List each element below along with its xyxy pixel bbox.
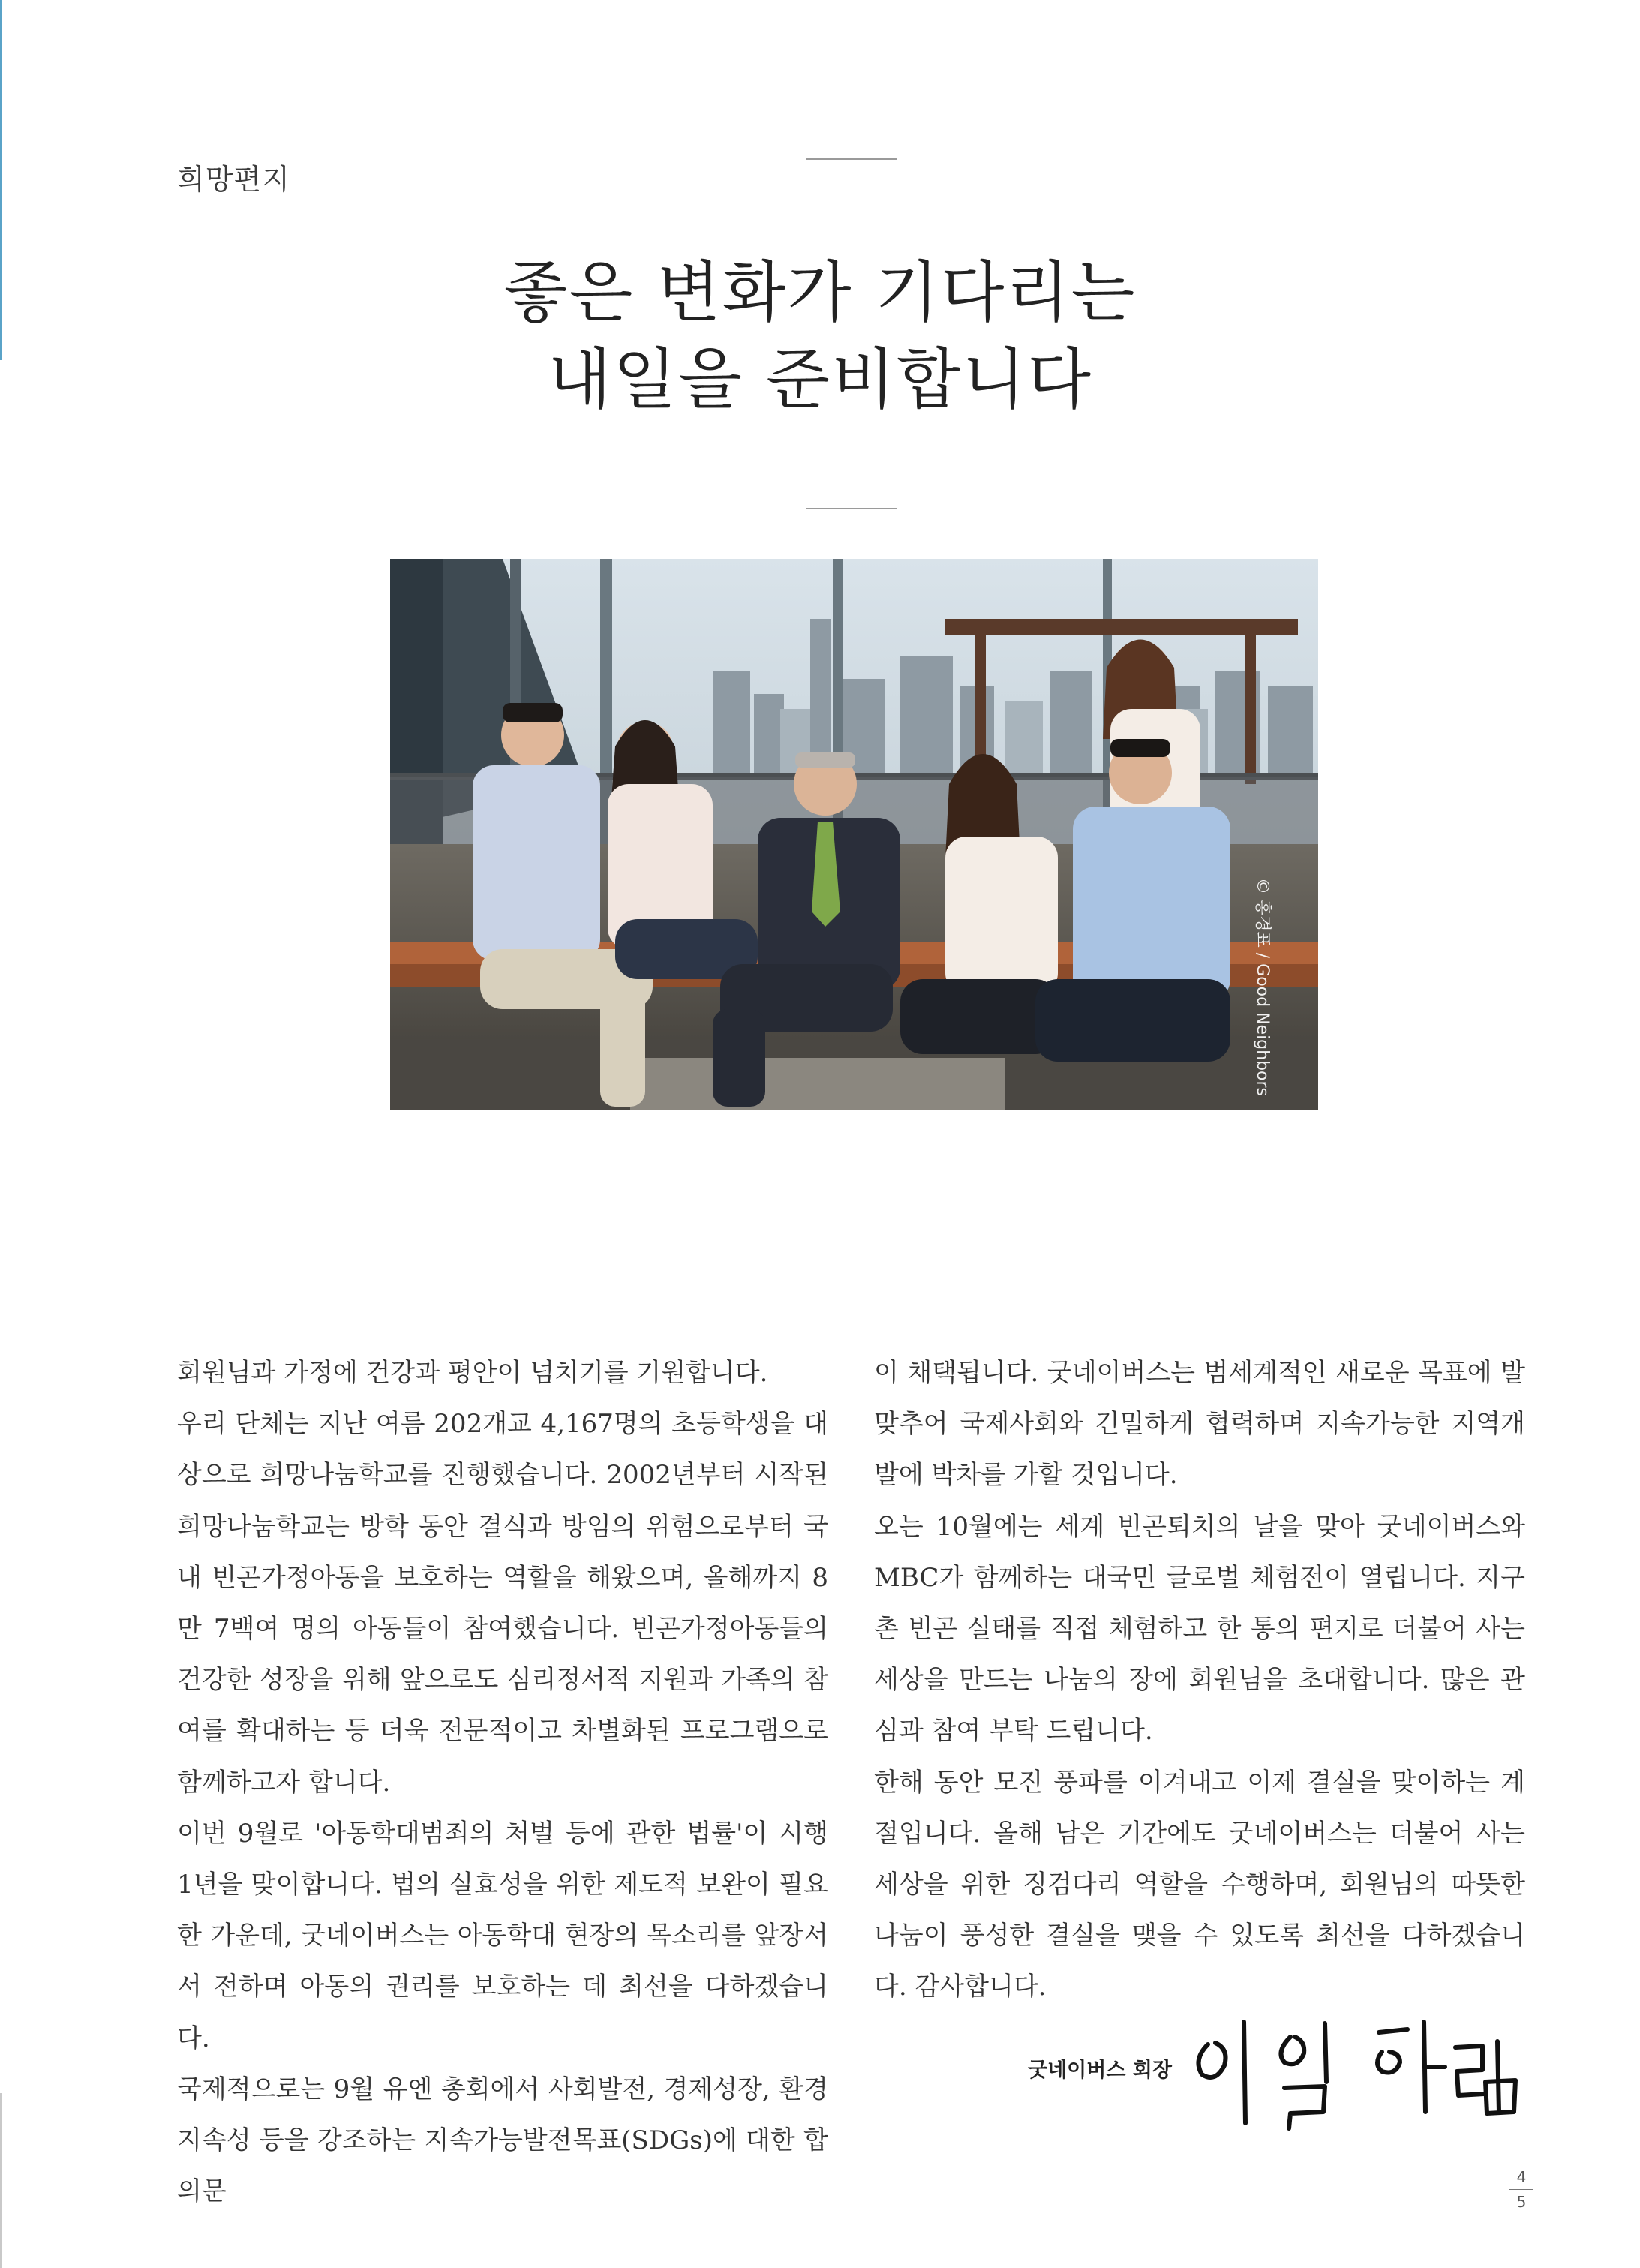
page-number-right: 5 — [1516, 2193, 1527, 2211]
letter-paragraph: 오는 10월에는 세계 빈곤퇴치의 날을 맞아 굿네이버스와 MBC가 함께하는 대국민 글로벌 체험전이 열립니다. 지구촌 빈곤 실태를 직접 체험하고 한 통의 편지로 더불어 사는 세상을 만드는 나눔의 장에 회원님을 초대합니다. 많은 관심과 참여 부탁 드립니다. — [874, 1511, 1525, 1747]
page-number-left: 4 — [1516, 2168, 1527, 2186]
letter-paragraph: 이번 9월로 '아동학대범죄의 처벌 등에 관한 법률'이 시행 1년을 맞이합니다. 법의 실효성을 위한 제도적 보완이 필요한 가운데, 굿네이버스는 아동학대 현장의 목소리를 앞장서서 전하며 아동의 권리를 보호하는 데 최선을 다하겠습니다. — [177, 1818, 828, 2053]
page-numbers — [1506, 2167, 1536, 2212]
section-label: 희망편지 — [177, 163, 290, 196]
letter-paragraph: 우리 단체는 지난 여름 202개교 4,167명의 초등학생을 대상으로 희망나눔학교를 진행했습니다. 2002년부터 시작된 희망나눔학교는 방학 동안 결식과 방임의 위험으로부터 국내 빈곤가정아동을 보호하는 역할을 해왔으며, 올해까지 8만 7백여 명의 아동들이 참여했습니다. 빈곤가정아동들의 건강한 성장을 위해 앞으로도 심리정서적 지원과 가족의 참여를 확대하는 등 더욱 전문적이고 차별화된 프로그램으로 함께하고자 합니다. — [177, 1409, 828, 1798]
letter-paragraph: 한해 동안 모진 풍파를 이겨내고 이제 결실을 맞이하는 계절입니다. 올해 남은 기간에도 굿네이버스는 더불어 사는 세상을 위한 징검다리 역할을 수행하며, 회원님의 따뜻한 나눔이 풍성한 결실을 맺을 수 있도록 최선을 다하겠습니다. 감사합니다. — [874, 1767, 1525, 2002]
letter-column-left — [177, 1347, 828, 2217]
staff-group-photo — [390, 559, 1318, 1110]
title-line-1: 좋은 변화가 기다리는 — [503, 254, 1137, 331]
letter-paragraph: 국제적으로는 9월 유엔 총회에서 사회발전, 경제성장, 환경지속성 등을 강조하는 지속가능발전목표(SDGs)에 대한 합의문 — [177, 2074, 828, 2207]
title-divider-top — [806, 158, 897, 160]
letter-paragraph: 이 채택됩니다. 굿네이버스는 범세계적인 새로운 목표에 발맞추어 국제사회와 긴밀하게 협력하며 지속가능한 지역개발에 박차를 가할 것입니다. — [874, 1358, 1525, 1491]
title-divider-bottom — [806, 508, 897, 509]
title-line-2: 내일을 준비합니다 — [547, 341, 1093, 418]
signature-title: 굿네이버스 회장 — [1028, 2059, 1172, 2082]
letter-paragraph: 회원님과 가정에 건강과 평안이 넘치기를 기원합니다. — [177, 1358, 768, 1388]
handwritten-signature — [1185, 1999, 1530, 2134]
page-title — [0, 249, 1640, 423]
letter-column-right — [874, 1347, 1525, 2013]
photo-credit: © 홍경표 / Good Neighbors — [1253, 878, 1272, 1097]
left-edge-accent-bottom — [0, 2093, 2, 2268]
page-number-divider — [1509, 2189, 1533, 2190]
